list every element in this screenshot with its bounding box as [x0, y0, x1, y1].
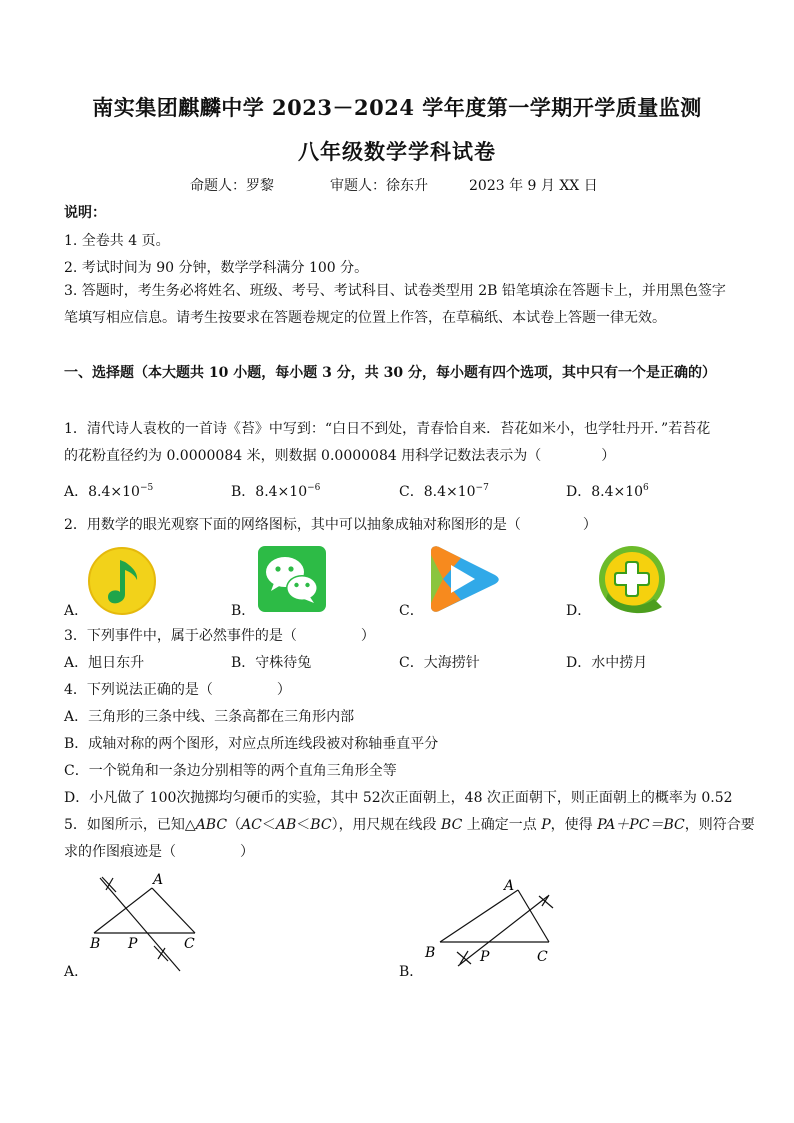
- q4-option-b[interactable]: B．成轴对称的两个图形，对应点所连线段被对称轴垂直平分: [64, 736, 439, 752]
- q2-option-c[interactable]: C．: [399, 603, 424, 619]
- fig-a-vertex-c: C: [184, 936, 195, 952]
- q5-figure-a: [84, 868, 204, 978]
- q2-option-d[interactable]: D．: [566, 603, 592, 619]
- instruction-2: 2. 考试时间为 90 分钟，数学学科满分 100 分。: [64, 260, 369, 276]
- q5-option-a[interactable]: A．: [64, 964, 89, 980]
- fig-a-vertex-a: A: [153, 872, 164, 888]
- wechat-bubbles-icon: [257, 545, 327, 613]
- instructions-heading: 说明：: [64, 205, 106, 221]
- q3-stem: 3．下列事件中，属于必然事件的是（ ）: [64, 628, 375, 644]
- reviewer-label: 审题人：徐东升: [330, 178, 428, 194]
- fig-b-vertex-b: B: [425, 945, 436, 961]
- q3-option-a[interactable]: A．旭日东升: [64, 655, 145, 671]
- fig-a-vertex-p: P: [128, 936, 138, 952]
- author-label: 命题人：罗黎: [190, 178, 274, 194]
- exam-subtitle: 八年级数学学科试卷: [298, 139, 496, 164]
- fig-b-vertex-p: P: [480, 949, 490, 965]
- q4-option-d[interactable]: D．小凡做了 100次抛掷均匀硬币的实验，其中 52次正面朝上，48 次正面朝下，则正面朝上的概率为 0.52: [64, 790, 733, 806]
- tencent-video-play-icon: [423, 545, 503, 613]
- date-label: 2023 年 9 月 XX 日: [469, 178, 598, 194]
- instruction-1: 1. 全卷共 4 页。: [64, 233, 170, 249]
- q5-figure-b: [420, 872, 560, 972]
- q1-option-c[interactable]: C．$8.4\times 10^{-7}$: [399, 483, 489, 500]
- fig-b-vertex-a: A: [504, 878, 515, 894]
- q1-option-b[interactable]: B．$8.4\times 10^{-6}$: [231, 483, 321, 500]
- q5-option-b[interactable]: B．: [399, 964, 424, 980]
- q3-option-c[interactable]: C．大海捞针: [399, 655, 480, 671]
- q4-option-a[interactable]: A．三角形的三条中线、三条高都在三角形内部: [64, 709, 355, 725]
- fig-b-vertex-c: C: [537, 949, 548, 965]
- q5-stem-line2: 求的作图痕迹是（ ）: [64, 844, 254, 860]
- q1-stem-text: 的花粉直径约为 0.0000084 米，则数据 0.0000084 用科学记数法表示为（: [64, 448, 542, 464]
- q1-paren-close: ）: [601, 448, 616, 464]
- q3-option-b[interactable]: B．守株待兔: [231, 655, 312, 671]
- exam-title: 南实集团麒麟中学 2023－2024 学年度第一学期开学质量监测: [92, 95, 702, 120]
- q1-stem-line2: [64, 445, 734, 465]
- q4-stem: 4．下列说法正确的是（ ）: [64, 682, 291, 698]
- q5-stem-line1: 5．如图所示，已知△ABC（AC＜AB＜BC），用尺规在线段 BC 上确定一点 P，使得 PA＋PC＝BC，则符合要: [64, 817, 755, 833]
- section1-heading: 一、选择题（本大题共 10 小题，每小题 3 分，共 30 分，每小题有四个选项，其中只有一个是正确的）: [64, 365, 716, 381]
- q4-option-c[interactable]: C．一个锐角和一条边分别相等的两个直角三角形全等: [64, 763, 397, 779]
- q1-option-a[interactable]: A．$8.4\times 10^{-5}$: [64, 483, 154, 500]
- 360-security-plus-icon: [596, 543, 668, 615]
- q1-option-d[interactable]: D．$8.4\times 10^6$: [566, 483, 649, 500]
- q2-option-a[interactable]: A．: [64, 603, 89, 619]
- q2-option-b[interactable]: B．: [231, 603, 256, 619]
- q1-stem-line1: 1．清代诗人袁枚的一首诗《苔》中写到：“白日不到处，青春恰自来．苔花如米小，也学牡丹开．”若苔花: [64, 421, 711, 437]
- instruction-3: 3. 答题时，考生务必将姓名、班级、考号、考试科目、试卷类型用 2B 铅笔填涂在答题卡上，并用黑色签字笔填写相应信息。请考生按要求在答题卷规定的位置上作答，在草稿纸、本试卷上答题一律无效。: [64, 283, 726, 326]
- q3-option-d[interactable]: D．水中捞月: [566, 655, 648, 671]
- qq-music-note-icon: [87, 546, 157, 616]
- q2-stem: 2．用数学的眼光观察下面的网络图标，其中可以抽象成轴对称图形的是（ ）: [64, 517, 597, 533]
- fig-a-vertex-b: B: [90, 936, 101, 952]
